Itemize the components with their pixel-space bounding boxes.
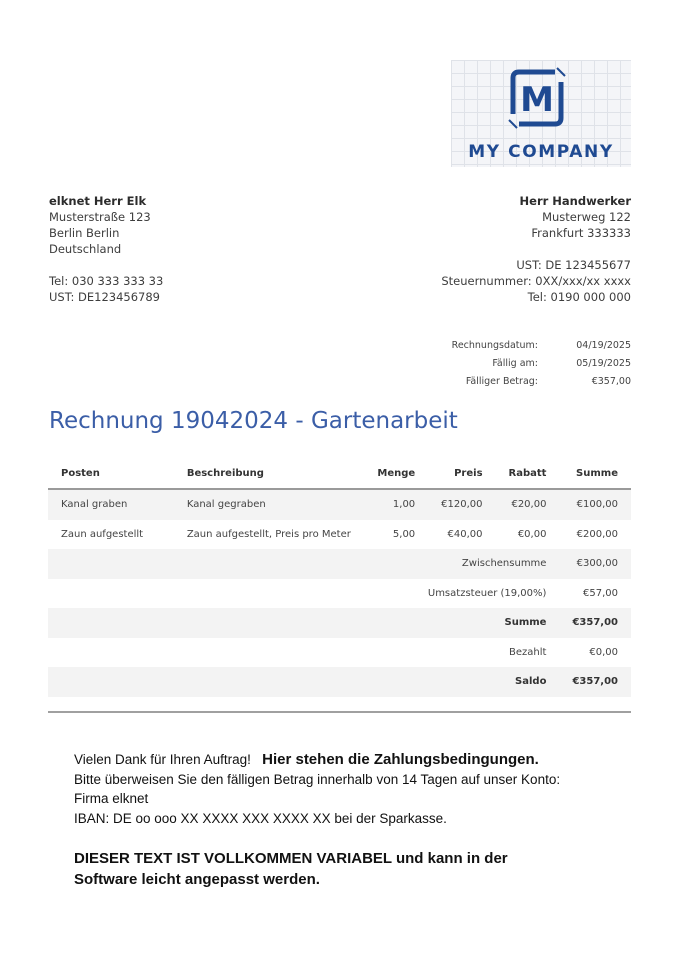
recipient-steuernummer: Steuernummer: 0XX/xxx/xx xxxx [441, 274, 631, 288]
tax-row: Umsatzsteuer (19,00%) €57,00 [427, 587, 618, 599]
invoice-meta [418, 336, 631, 390]
table-row: Zaun aufgestellt Zaun aufgestellt, Preis pro Meter 5,00 €40,00 €0,00 €200,00 [61, 528, 618, 540]
meta-amount-due: Fälliger Betrag: €357,00 [465, 375, 631, 387]
recipient-address [441, 193, 631, 305]
line-items-table [48, 459, 631, 697]
sender-address [49, 193, 163, 305]
recipient-city: Frankfurt 333333 [531, 226, 631, 240]
svg-text:M: M [520, 80, 554, 120]
recipient-ust: UST: DE 123455677 [516, 258, 631, 272]
recipient-name: Herr Handwerker [519, 194, 631, 208]
total-row: Summe €357,00 [48, 608, 631, 638]
sender-name: elknet Herr Elk [49, 194, 147, 208]
sender-city: Berlin Berlin [49, 226, 120, 240]
logo-company-name: MY COMPANY [468, 142, 614, 162]
sender-country: Deutschland [49, 242, 122, 256]
terms-heading: Hier stehen die Zahlungsbedingungen. [262, 751, 539, 768]
recipient-tel: Tel: 0190 000 000 [527, 290, 631, 304]
sender-tel: Tel: 030 333 333 33 [49, 274, 164, 288]
thanks-text: Vielen Dank für Ihren Auftrag! [74, 752, 251, 767]
invoice-title: Rechnung 19042024 - Gartenarbeit [49, 408, 458, 434]
meta-invoice-date: Rechnungsdatum: 04/19/2025 [451, 339, 631, 351]
table-row: Kanal graben Kanal gegraben 1,00 €120,00 €20,00 €100,00 [48, 489, 631, 520]
variable-text-note: DIESER TEXT IST VOLLKOMMEN VARIABEL und kann in der Software leicht angepasst werden. [74, 850, 508, 888]
table-header-row [48, 459, 631, 489]
balance-row: Saldo €357,00 [48, 667, 631, 697]
col-beschreibung: Beschreibung [174, 459, 365, 489]
paid-row: Bezahlt €0,00 [509, 646, 618, 658]
terms-iban: IBAN: DE oo ooo XX XXXX XXX XXXX XX bei der Sparkasse. [74, 810, 447, 826]
subtotal-row: Zwischensumme €300,00 [48, 549, 631, 579]
logo-m-icon [505, 66, 569, 130]
col-posten: Posten [48, 459, 174, 489]
terms-line-1: Bitte überweisen Sie den fälligen Betrag innerhalb von 14 Tagen auf unser Konto: [74, 771, 561, 787]
meta-due-date: Fällig am: 05/19/2025 [492, 357, 631, 369]
terms-line-2: Firma elknet [74, 791, 149, 806]
divider [48, 711, 631, 713]
sender-street: Musterstraße 123 [49, 210, 151, 224]
sender-ust: UST: DE123456789 [49, 290, 160, 304]
col-rabatt: Rabatt [496, 459, 560, 489]
col-menge: Menge [364, 459, 428, 489]
payment-terms [74, 750, 560, 828]
company-logo [451, 60, 631, 167]
recipient-street: Musterweg 122 [542, 210, 631, 224]
col-preis: Preis [428, 459, 495, 489]
col-summe: Summe [559, 459, 631, 489]
